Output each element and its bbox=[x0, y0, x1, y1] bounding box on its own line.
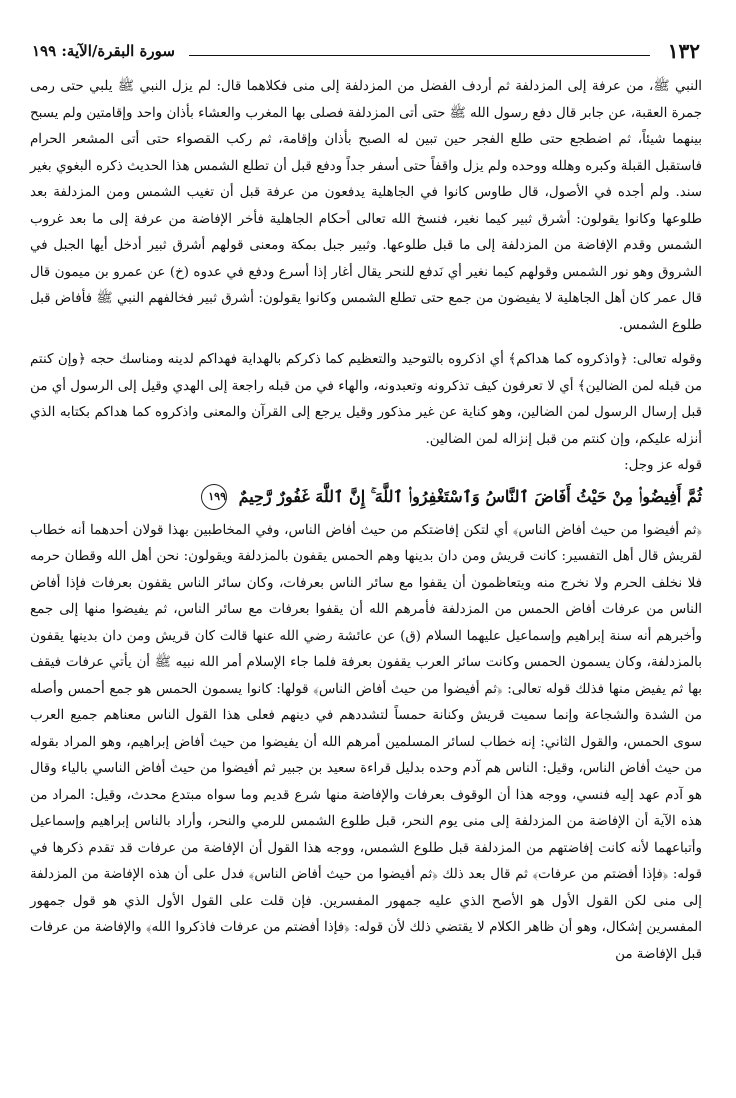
paragraph-hadith: النبي ﷺ، من عرفة إلى المزدلفة ثم أردف الفضل من المزدلفة إلى منى فكلاهما قال: لم يزل النبي ﷺ يلبي حتى رمى جمرة العقبة، عن جابر قال دفع رسول الله ﷺ حتى أتى المزدلفة فصلى بها المغرب والعشاء بأذان واحد وإقامتين ولم يسبح بينهما شيئاً، ثم اضطجع حتى طلع الفجر حين تبين له الصبح بأذان وإقامة، ثم ركب القصواء حتى أتى المشعر الحرام فاستقبل القبلة وكبره وهلله ووحده ولم يزل واقفاً حتى أسفر جداً ودفع قبل أن تطلع الشمس هذا الحديث ذكره البغوي بغير سند. ولم أجده في الأصول، قال طاوس كانوا في الجاهلية يدفعون من عرفة قبل أن تغيب الشمس ومن المزدلفة بعد طلوعها وكانوا يقولون: أشرق ثبير كيما نغير، فنسخ الله تعالى أحكام الجاهلية فأخر الإفاضة من عرفة إلى ما بعد غروب الشمس وقدم الإفاضة من المزدلفة إلى ما قبل طلوعها. وثبير جبل بمكة ومعنى قولهم أشرق ثبير أدخل أيها الجبل في الشروق وهو نور الشمس وقولهم كيما نغير أي نَدفع للنحر يقال أغار إذا أسرع ودفع في عدوه (خ) عن عمرو بن ميمون قال قال عمر كان أهل الجاهلية لا يفيضون من جمع حتى تطلع الشمس وكانوا يقولون: أشرق ثبير فخالفهم النبي ﷺ فأفاض قبل طلوع الشمس. bbox=[30, 79, 702, 333]
page-body bbox=[30, 74, 702, 968]
page-number: ١٣٢ bbox=[667, 39, 700, 63]
quran-verse bbox=[30, 482, 702, 512]
paragraph-commentary: وقوله تعالى: ﴿واذكروه كما هداكم﴾ أي اذكروه بالتوحيد والتعظيم كما ذكركم بالهداية فهداكم لدينه ومناسك حجه ﴿وإن كنتم من قبله لمن الضالين﴾ أي لا تعرفون كيف تذكرونه وتعبدونه، والهاء في من قبله راجعة إلى الهدي وقيل إلى الرسول أي من قبل إرسال الرسول لمن الضالين، وهو كناية عن غير مذكور وقيل يرجع إلى القرآن والمعنى واذكروه كما هداكم بكتابه الذي أنزله عليكم، وإن كنتم من قبل إنزاله لمن الضالين. bbox=[30, 352, 702, 447]
page-header bbox=[32, 36, 700, 66]
ayah-number-marker: ١٩٩ bbox=[201, 484, 227, 510]
header-rule bbox=[189, 55, 650, 56]
verse-text: ثُمَّ أَفِيضُوا۟ مِنْ حَيْثُ أَفَاضَ ٱلنَّاسُ وَٱسْتَغْفِرُوا۟ ٱللَّهَ ۚ إِنَّ ٱللَّهَ غَفُورٌ رَّحِيمٌ bbox=[238, 486, 702, 506]
verse-intro: قوله عز وجل: bbox=[624, 458, 702, 473]
paragraph-tafsir: ﴿ثم أفيضوا من حيث أفاض الناس﴾ أي لتكن إفاضتكم من حيث أفاض الناس، وفي المخاطبين بهذا قولان أحدهما أنه خطاب لقريش قال أهل التفسير: كانت قريش ومن دان بدينها وهم الحمس يقفون بالمزدلفة ويقولون: نحن أهل الله وقطان حرمه فلا نخلف الحرم ولا نخرج منه ويتعاظمون أن يقفوا مع سائر الناس بعرفات، وكان سائر الناس يقفون بعرفات فإذا أفاض الناس من عرفات أفاض الحمس من المزدلفة فأمرهم الله أن يقفوا بعرفات مع سائر الناس، ثم يفيضوا منها إلى جمع وأخبرهم أنه سنة إبراهيم وإسماعيل عليهما السلام (ق) عن عائشة رضي الله عنها قالت كان قريش ومن دان بدينها يقفون بالمزدلفة، وكان يسمون الحمس وكانت سائر العرب يقفون بعرفة فلما جاء الإسلام أمر الله نبيه ﷺ أن يأتي عرفات فيقف بها ثم يفيض منها فذلك قوله تعالى: ﴿ثم أفيضوا من حيث أفاض الناس﴾ قولها: كانوا يسمون الحمس هو جمع أحمس وأصله من الشدة والشجاعة وإنما سميت قريش وكنانة حمساً لتشددهم في دينهم فعلى هذا القول الناس معناهم جميع العرب سوى الحمس، والقول الثاني: إنه خطاب لسائر المسلمين أمرهم الله أن يفيضوا من حيث أفاض إبراهيم، وهو المراد بقوله من حيث أفاض الناس، وقيل: الناس هم آدم وحده بدليل قراءة سعيد بن جبير ثم أفيضوا من حيث أفاض الناسي بالياء وقال هو آدم عهد إليه فنسي، ووجه هذا أن الوقوف بعرفات والإفاضة منها شرع قديم وما سواه مبتدع محدث، وقيل: المراد من هذه الآية أن الإفاضة من المزدلفة إلى منى يوم النحر، قبل طلوع الشمس للرمي والنحر، وأراد بالناس إبراهيم وإسماعيل وأتباعهما لأنه كانت إفاضتهم من المزدلفة قبل طلوع الشمس، ووجه هذا القول أن الإفاضة من عرفات قد تقدم ذكرها في قوله: ﴿فإذا أفضتم من عرفات﴾ ثم قال بعد ذلك ﴿ثم أفيضوا من حيث أفاض الناس﴾ فدل على أن هذه الإفاضة من المزدلفة إلى منى لكن القول الأول هو الأصح الذي عليه جمهور المفسرين. فإن قلت على القول الأول الذي هو قول جمهور المفسرين إشكال، وهو أن ظاهر الكلام لا يقتضي ذلك لأن قوله: ﴿فإذا أفضتم من عرفات فاذكروا الله﴾ والإفاضة من عرفات قبل الإفاضة من bbox=[30, 522, 702, 962]
running-title: سورة البقرة/الآية: ١٩٩ bbox=[32, 42, 175, 60]
